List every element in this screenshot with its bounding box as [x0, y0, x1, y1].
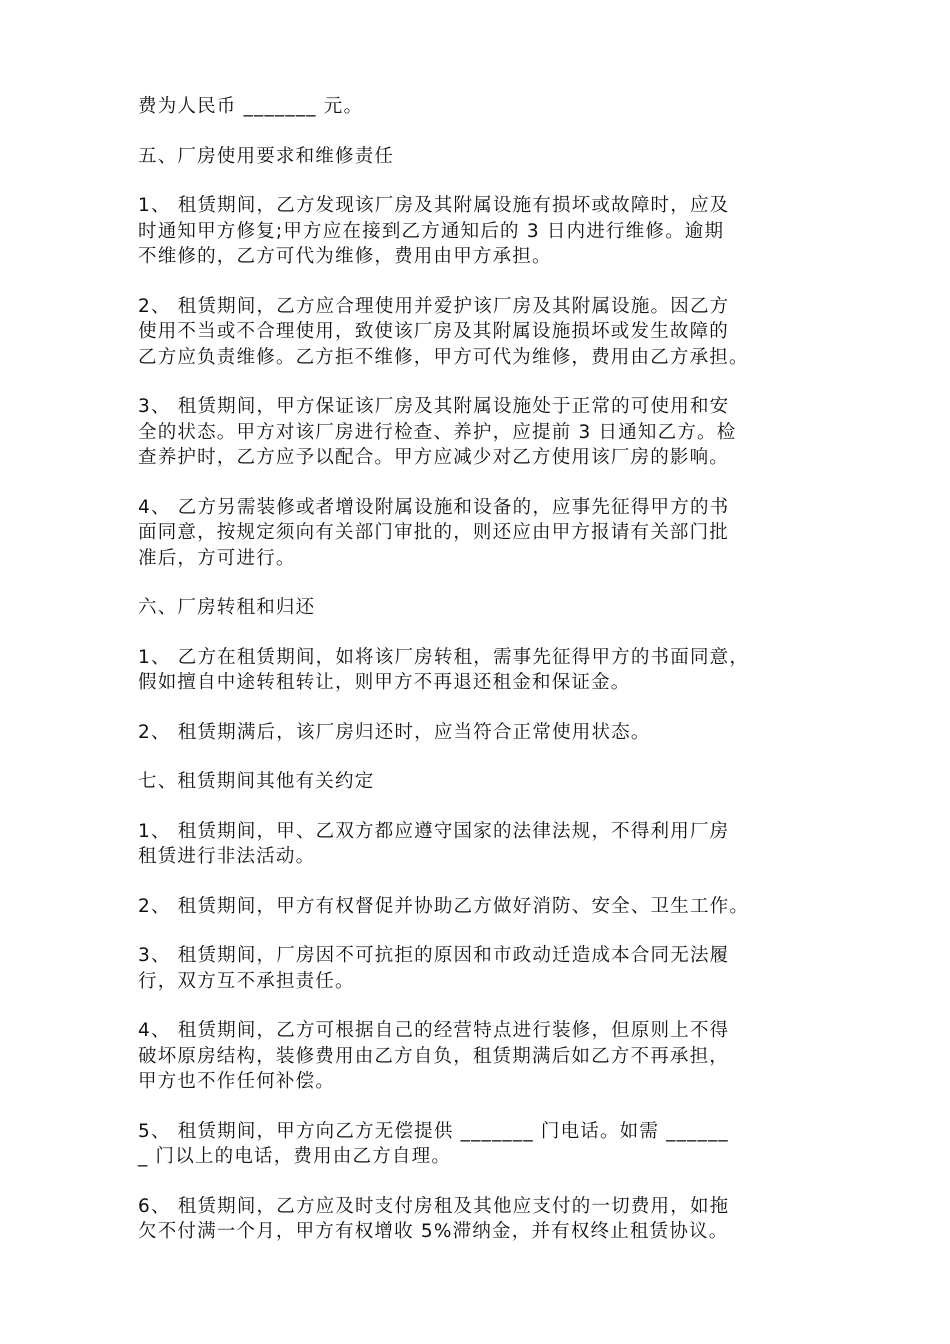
- clause-paragraph: [138, 495, 828, 572]
- document-page: [138, 94, 828, 1269]
- text-line: 费为人民币 _______ 元。: [138, 96, 364, 117]
- section-heading: [138, 595, 828, 621]
- text-line: 租赁进行非法活动。: [138, 846, 316, 867]
- text-line: 1、 租赁期间，甲、乙双方都应遵守国家的法律法规，不得利用厂房: [138, 820, 730, 842]
- section-heading: [138, 144, 828, 170]
- text-line: 六、厂房转租和归还: [138, 597, 316, 618]
- text-line: 全的状态。甲方对该厂房进行检查、养护，应提前 3 日通知乙方。检: [138, 421, 737, 443]
- text-line: 不维修的，乙方可代为维修，费用由甲方承担。: [138, 246, 552, 267]
- text-line: 查养护时，乙方应予以配合。甲方应减少对乙方使用该厂房的影响。: [138, 447, 730, 468]
- text-line: 5、 租赁期间，甲方向乙方无偿提供 _______ 门电话。如需 ______: [138, 1120, 729, 1142]
- text-line: 3、 租赁期间，甲方保证该厂房及其附属设施处于正常的可使用和安: [138, 396, 730, 417]
- text-line: 1、 乙方在租赁期间，如将该厂房转租，需事先征得甲方的书面同意，: [138, 646, 750, 668]
- clause-paragraph: [138, 819, 828, 870]
- clause-paragraph: [138, 193, 828, 270]
- section-heading: [138, 769, 828, 795]
- clause-paragraph: [138, 720, 828, 746]
- text-line: 4、 租赁期间，乙方可根据自己的经营特点进行装修，但原则上不得: [138, 1020, 730, 1041]
- text-line: 七、租赁期间其他有关约定: [138, 771, 375, 792]
- clause-paragraph: [138, 1018, 828, 1095]
- text-line: 五、厂房使用要求和维修责任: [138, 145, 395, 167]
- text-line: 甲方也不作任何补偿。: [138, 1071, 336, 1092]
- text-line: 4、 乙方另需装修或者增设附属设施和设备的，应事先征得甲方的书: [138, 496, 730, 518]
- clause-paragraph: [138, 394, 828, 471]
- text-line: 假如擅自中途转租转让，则甲方不再退还租金和保证金。: [138, 672, 631, 693]
- clause-paragraph: [138, 894, 828, 920]
- clause-paragraph: [138, 94, 828, 120]
- clause-paragraph: [138, 1119, 828, 1170]
- text-line: 破坏原房结构，装修费用由乙方自负，租赁期满后如乙方不再承担，: [138, 1045, 730, 1067]
- text-line: 3、 租赁期间，厂房因不可抗拒的原因和市政动迁造成本合同无法履: [138, 945, 730, 966]
- text-line: 行，双方互不承担责任。: [138, 970, 355, 992]
- text-line: 时通知甲方修复;甲方应在接到乙方通知后的 3 日内进行维修。逾期: [138, 220, 725, 242]
- text-line: _ 门以上的电话，费用由乙方自理。: [138, 1146, 452, 1167]
- clause-paragraph: [138, 645, 828, 696]
- clause-paragraph: [138, 1194, 828, 1245]
- clause-paragraph: [138, 294, 828, 371]
- text-line: 1、 租赁期间，乙方发现该厂房及其附属设施有损坏或故障时，应及: [138, 195, 730, 216]
- text-line: 使用不当或不合理使用，致使该厂房及其附属设施损坏或发生故障的: [138, 321, 730, 342]
- text-line: 2、 租赁期间，甲方有权督促并协助乙方做好消防、安全、卫生工作。: [138, 895, 750, 917]
- text-line: 2、 租赁期间，乙方应合理使用并爱护该厂房及其附属设施。因乙方: [138, 295, 730, 317]
- text-line: 面同意，按规定须向有关部门审批的，则还应由甲方报请有关部门批: [138, 522, 730, 543]
- text-line: 乙方应负责维修。乙方拒不维修，甲方可代为维修，费用由乙方承担。: [138, 346, 749, 368]
- text-line: 欠不付满一个月，甲方有权增收 5%滞纳金，并有权终止租赁协议。: [138, 1221, 729, 1242]
- clause-paragraph: [138, 943, 828, 994]
- text-line: 2、 租赁期满后，该厂房归还时，应当符合正常使用状态。: [138, 721, 651, 743]
- text-line: 准后，方可进行。: [138, 547, 296, 569]
- text-line: 6、 租赁期间，乙方应及时支付房租及其他应支付的一切费用，如拖: [138, 1195, 730, 1217]
